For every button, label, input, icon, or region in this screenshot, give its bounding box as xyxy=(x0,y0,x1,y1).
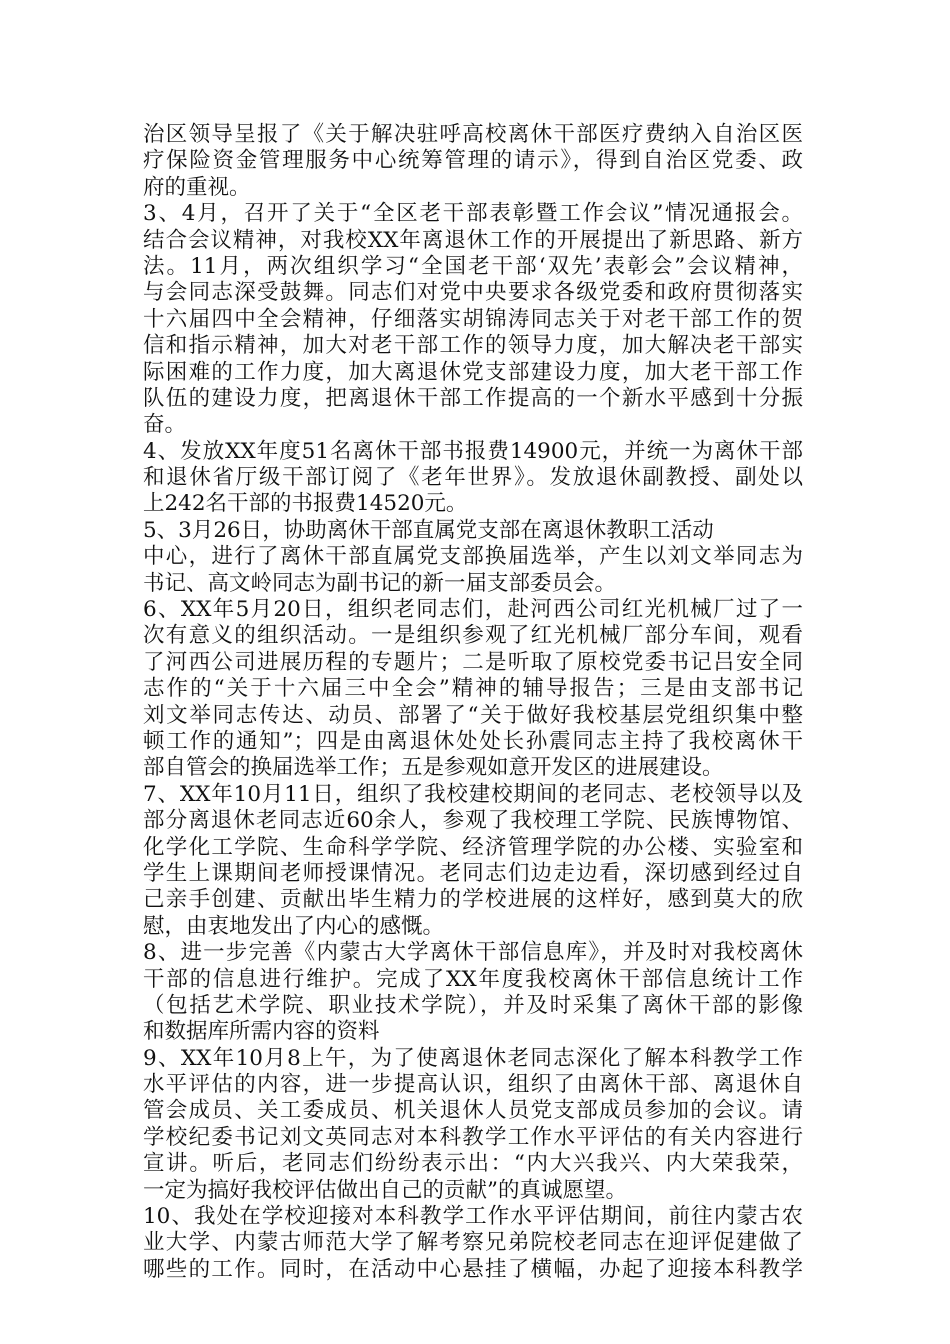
text-line: 顿工作的通知”；四是由离退休处处长孙震同志主持了我校离休干 xyxy=(143,728,803,754)
paragraph-item-6 xyxy=(143,597,803,782)
text-line: 次有意义的组织活动。一是组织参观了红光机械厂部分车间，观看 xyxy=(143,623,803,649)
text-line: 中心，进行了离休干部直属党支部换届选举，产生以刘文举同志为 xyxy=(143,544,803,570)
text-line: 8、进一步完善《内蒙古大学离休干部信息库》，并及时对我校离休 xyxy=(143,940,803,966)
text-line: 结合会议精神，对我校XX年离退休工作的开展提出了新思路、新方 xyxy=(143,227,803,253)
document-body xyxy=(143,122,803,1283)
text-line: 6、XX年5月20日，组织老同志们，赴河西公司红光机械厂过了一 xyxy=(143,597,803,623)
text-line: 10、我处在学校迎接对本科教学工作水平评估期间，前往内蒙古农 xyxy=(143,1204,803,1230)
text-line: 3、4月，召开了关于“全区老干部表彰暨工作会议”情况通报会。 xyxy=(143,201,803,227)
paragraph-item-8 xyxy=(143,940,803,1046)
text-line: 上242名干部的书报费14520元。 xyxy=(143,491,468,517)
text-line: 学校纪委书记刘文英同志对本科教学工作水平评估的有关内容进行 xyxy=(143,1124,803,1150)
text-line: （包括艺术学院、职业技术学院），并及时采集了离休干部的影像 xyxy=(143,992,803,1018)
text-line: 与会同志深受鼓舞。同志们对党中央要求各级党委和政府贯彻落实 xyxy=(143,280,803,306)
text-line: 了河西公司进展历程的专题片；二是听取了原校党委书记吕安全同 xyxy=(143,649,803,675)
text-line: 奋。 xyxy=(143,412,187,438)
text-line: 己亲手创建、贡献出毕生精力的学校进展的这样好，感到莫大的欣 xyxy=(143,887,803,913)
text-line: 刘文举同志传达、动员、部署了“关于做好我校基层党组织集中整 xyxy=(143,702,803,728)
text-line: 7、XX年10月11日，组织了我校建校期间的老同志、老校领导以及 xyxy=(143,781,803,807)
text-line: 学生上课期间老师授课情况。老同志们边走边看，深切感到经过自 xyxy=(143,860,803,886)
text-line: 部分离退休老同志近60余人，参观了我校理工学院、民族博物馆、 xyxy=(143,808,803,834)
text-line: 十六届四中全会精神，仔细落实胡锦涛同志关于对老干部工作的贺 xyxy=(143,306,803,332)
paragraph-item-3 xyxy=(143,201,803,439)
text-line: 和退休省厅级干部订阅了《老年世界》。发放退休副教授、副处以 xyxy=(143,465,803,491)
text-line: 一定为搞好我校评估做出自己的贡献”的真诚愿望。 xyxy=(143,1177,627,1203)
text-line: 法。11月，两次组织学习“全国老干部‘双先’表彰会”会议精神， xyxy=(143,253,803,279)
text-line: 慰，由衷地发出了内心的感慨。 xyxy=(143,913,445,939)
text-line: 疗保险资金管理服务中心统筹管理的请示》，得到自治区党委、政 xyxy=(143,148,803,174)
paragraph-item-5 xyxy=(143,518,803,597)
text-line: 际困难的工作力度，加大离退休党支部建设力度，加大老干部工作 xyxy=(143,359,803,385)
text-line: 5、3月26日，协助离休干部直属党支部在离退休教职工活动 xyxy=(143,517,714,543)
paragraph-item-4 xyxy=(143,439,803,518)
text-line: 管会成员、关工委成员、机关退休人员党支部成员参加的会议。请 xyxy=(143,1098,803,1124)
paragraph-item-9 xyxy=(143,1046,803,1204)
text-line: 业大学、内蒙古师范大学了解考察兄弟院校老同志在迎评促建做了 xyxy=(143,1230,803,1256)
text-line: 干部的信息进行维护。完成了XX年度我校离休干部信息统计工作 xyxy=(143,966,803,992)
text-line: 部自管会的换届选举工作；五是参观如意开发区的进展建设。 xyxy=(143,755,724,781)
text-line: 志作的“关于十六届三中全会”精神的辅导报告；三是由支部书记 xyxy=(143,676,803,702)
text-line: 哪些的工作。同时，在活动中心悬挂了横幅，办起了迎接本科教学 xyxy=(143,1256,803,1282)
text-line: 和数据库所需内容的资料 xyxy=(143,1019,380,1045)
paragraph-continuation xyxy=(143,122,803,201)
paragraph-item-10 xyxy=(143,1204,803,1283)
text-line: 信和指示精神，加大对老干部工作的领导力度，加大解决老干部实 xyxy=(143,333,803,359)
text-line: 府的重视。 xyxy=(143,174,251,200)
text-line: 9、XX年10月8上午，为了使离退休老同志深化了解本科教学工作 xyxy=(143,1045,803,1071)
paragraph-item-7 xyxy=(143,782,803,940)
text-line: 化学化工学院、生命科学学院、经济管理学院的办公楼、实验室和 xyxy=(143,834,803,860)
text-line: 书记、高文岭同志为副书记的新一届支部委员会。 xyxy=(143,570,617,596)
text-line: 宣讲。听后，老同志们纷纷表示出：“内大兴我兴、内大荣我荣， xyxy=(143,1151,803,1177)
text-line: 水平评估的内容，进一步提高认识，组织了由离休干部、离退休自 xyxy=(143,1072,803,1098)
text-line: 4、发放XX年度51名离休干部书报费14900元，并统一为离休干部 xyxy=(143,438,803,464)
text-line: 队伍的建设力度，把离退休干部工作提高的一个新水平感到十分振 xyxy=(143,385,803,411)
text-line: 治区领导呈报了《关于解决驻呼高校离休干部医疗费纳入自治区医 xyxy=(143,122,803,147)
